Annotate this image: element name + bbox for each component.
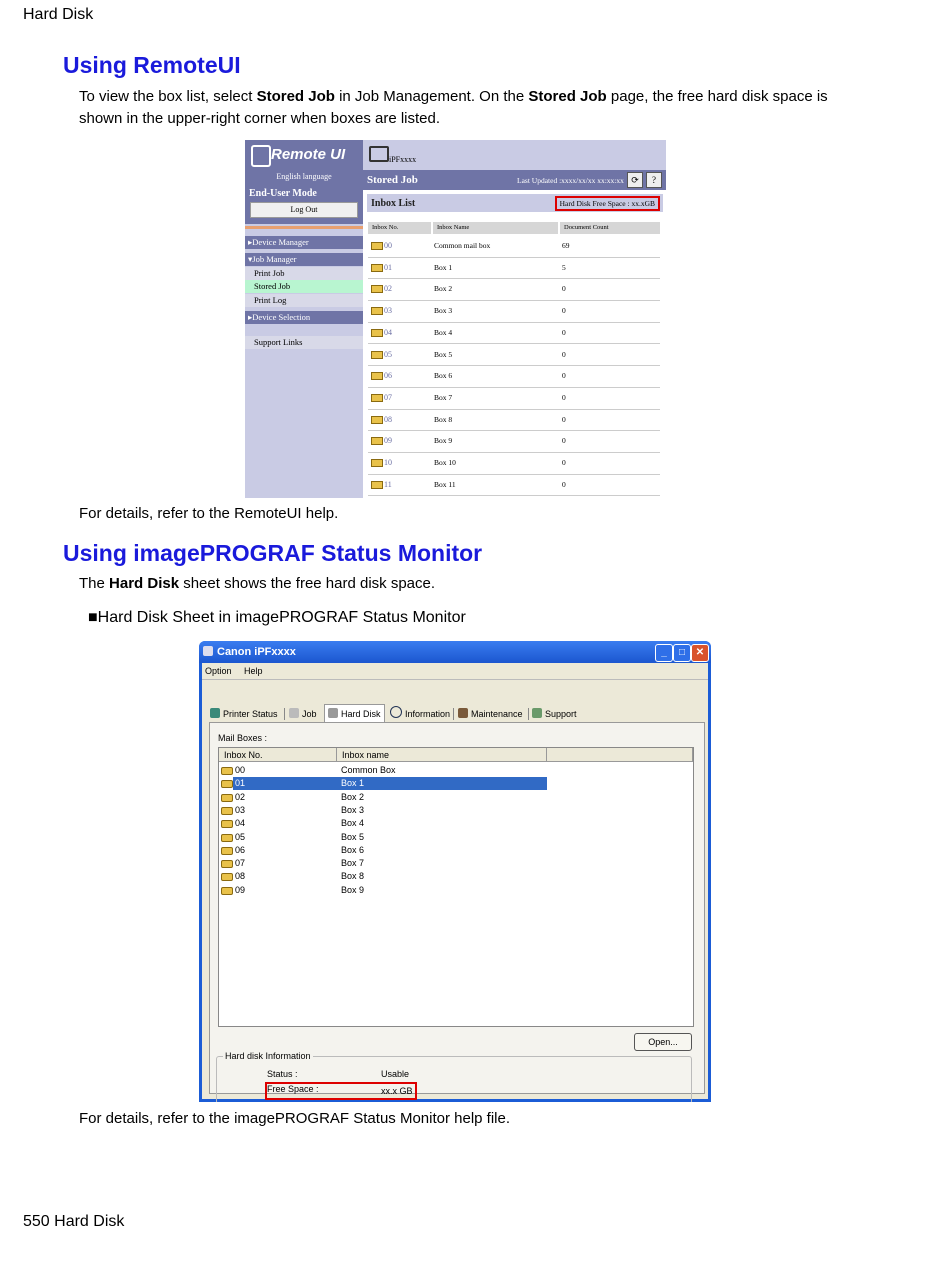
inbox-name: Box 11 xyxy=(434,479,456,489)
last-updated: Last Updated :xxxx/xx/xx xx:xx:xx xyxy=(517,176,624,185)
column-header-empty xyxy=(547,748,693,762)
mailbox-icon xyxy=(371,285,383,293)
tab-support[interactable]: Support xyxy=(532,706,577,722)
menu-bar xyxy=(205,666,273,676)
column-header: Inbox Name xyxy=(433,222,558,234)
document-count: 0 xyxy=(562,392,566,402)
mailbox-list[interactable] xyxy=(218,747,694,1027)
inbox-row[interactable] xyxy=(368,322,660,345)
selection-highlight xyxy=(233,777,547,790)
inbox-number: 06 xyxy=(235,844,246,855)
support-icon xyxy=(532,708,542,718)
section-title-status-monitor: Using imagePROGRAF Status Monitor xyxy=(63,540,483,566)
inbox-name: Box 6 xyxy=(341,844,365,855)
mailbox-icon xyxy=(371,437,383,445)
inbox-name: Box 9 xyxy=(341,884,365,895)
nav-device-selection[interactable]: ▸Device Selection xyxy=(245,311,363,324)
inbox-name: Box 5 xyxy=(434,349,453,359)
inbox-row[interactable] xyxy=(368,257,660,280)
language-link[interactable]: English language xyxy=(276,172,332,181)
document-count: 69 xyxy=(562,241,570,250)
refresh-icon[interactable]: ⟳ xyxy=(627,172,643,188)
tab-separator xyxy=(528,708,529,720)
remoteui-help-note: For details, refer to the RemoteUI help. xyxy=(79,505,339,522)
mailbox-list-item[interactable] xyxy=(219,777,693,790)
inbox-number[interactable]: 05 xyxy=(384,349,392,359)
inbox-row[interactable] xyxy=(368,300,660,323)
tab-information[interactable]: Information xyxy=(390,706,450,722)
running-header: Hard Disk xyxy=(23,6,94,23)
nav-stored-job[interactable]: Stored Job xyxy=(245,280,363,293)
inbox-number[interactable]: 00 xyxy=(384,241,392,250)
mailbox-list-item[interactable] xyxy=(219,857,693,870)
nav-job-manager[interactable]: ▾Job Manager xyxy=(245,253,363,266)
mailbox-list-item[interactable] xyxy=(219,870,693,883)
inbox-number: 02 xyxy=(235,791,246,802)
mailbox-list-item[interactable] xyxy=(219,804,693,817)
tab-separator xyxy=(284,708,285,720)
inbox-number: 04 xyxy=(235,818,246,829)
inbox-name: Common Box xyxy=(341,765,396,775)
inbox-number: 09 xyxy=(235,884,246,895)
inbox-name: Box 2 xyxy=(341,791,365,802)
inbox-name: Box 9 xyxy=(434,436,453,446)
inbox-name: Box 2 xyxy=(434,284,453,294)
mailbox-icon xyxy=(221,780,233,788)
inbox-number[interactable]: 10 xyxy=(384,458,392,467)
inbox-name: Box 6 xyxy=(434,371,453,381)
minimize-button[interactable]: _ xyxy=(655,644,673,662)
mailbox-icon xyxy=(371,394,383,402)
app-icon xyxy=(203,646,213,656)
inbox-row[interactable] xyxy=(368,365,660,388)
tab-separator xyxy=(453,708,454,720)
inbox-name: Box 3 xyxy=(341,804,365,815)
mailbox-icon xyxy=(221,847,233,855)
inbox-name: Box 7 xyxy=(434,392,453,402)
inbox-name: Common mail box xyxy=(434,241,491,250)
maintenance-icon xyxy=(458,708,468,718)
inbox-name: Box 3 xyxy=(434,306,453,316)
status-monitor-window xyxy=(199,641,711,1102)
free-space-highlight: Hard Disk Free Space : xx.xGB xyxy=(555,196,660,211)
menu-divider xyxy=(202,679,708,680)
help-icon[interactable]: ? xyxy=(646,172,662,188)
window-title-bar xyxy=(199,641,711,663)
tab-hard-disk[interactable]: Hard Disk xyxy=(324,704,385,723)
inbox-name: Box 8 xyxy=(434,414,453,424)
mailbox-icon xyxy=(221,887,233,895)
document-count: 0 xyxy=(562,479,566,489)
inbox-number[interactable]: 06 xyxy=(384,371,392,381)
info-icon xyxy=(390,706,402,718)
mailbox-icon xyxy=(371,372,383,380)
inbox-row[interactable] xyxy=(368,452,660,475)
mailbox-list-item[interactable] xyxy=(219,884,693,897)
mailbox-icon xyxy=(371,459,383,467)
inbox-number[interactable]: 01 xyxy=(384,262,392,272)
free-space-value: xx.x GB xyxy=(381,1086,413,1096)
window-body xyxy=(202,663,708,1099)
hard-disk-info-legend: Hard disk Information xyxy=(225,1051,311,1061)
printer-icon xyxy=(369,146,389,162)
inbox-number[interactable]: 11 xyxy=(384,479,392,489)
mailbox-icon xyxy=(221,860,233,868)
inbox-number: 00 xyxy=(235,765,246,775)
document-count: 0 xyxy=(562,349,566,359)
free-space-highlight xyxy=(265,1082,417,1100)
nav-device-manager[interactable]: ▸Device Manager xyxy=(245,236,363,249)
inbox-row[interactable] xyxy=(368,278,660,301)
inbox-number[interactable]: 02 xyxy=(384,284,392,294)
inbox-row[interactable] xyxy=(368,387,660,410)
mailbox-icon xyxy=(221,794,233,802)
mailbox-list-item[interactable] xyxy=(219,764,693,777)
inbox-number: 03 xyxy=(235,804,246,815)
inbox-name: Box 1 xyxy=(434,262,453,272)
inbox-number[interactable]: 03 xyxy=(384,306,392,316)
mailbox-icon xyxy=(221,767,233,775)
mailbox-icon xyxy=(221,834,233,842)
inbox-row[interactable] xyxy=(368,235,660,258)
document-count: 0 xyxy=(562,306,566,316)
nav-support-links[interactable]: Support Links xyxy=(245,336,363,349)
job-icon xyxy=(289,708,299,718)
hard-disk-info-group xyxy=(216,1051,692,1102)
inbox-row[interactable] xyxy=(368,344,660,367)
document-count: 0 xyxy=(562,458,566,467)
inbox-number[interactable]: 04 xyxy=(384,327,392,337)
menu-option[interactable]: Option xyxy=(205,666,232,676)
remoteui-screenshot xyxy=(245,140,666,498)
mailbox-icon xyxy=(371,329,383,337)
status-value: Usable xyxy=(381,1069,410,1079)
mailbox-icon xyxy=(371,307,383,315)
logout-button[interactable]: Log Out xyxy=(250,202,358,218)
inbox-list-header xyxy=(367,194,663,212)
nav-print-log[interactable]: Print Log xyxy=(245,294,363,307)
column-header-inbox-no[interactable]: Inbox No. xyxy=(219,748,337,762)
inbox-number: 07 xyxy=(235,858,246,869)
user-mode-area xyxy=(245,184,363,224)
document-count: 0 xyxy=(562,414,566,424)
menu-help[interactable]: Help xyxy=(244,666,263,676)
nav-print-job[interactable]: Print Job xyxy=(245,267,363,280)
user-mode-label: End-User Mode xyxy=(249,188,317,199)
mailbox-list-item[interactable] xyxy=(219,817,693,830)
mailbox-icon xyxy=(371,351,383,359)
mailbox-list-item[interactable] xyxy=(219,831,693,844)
printer-header xyxy=(363,140,666,170)
inbox-row[interactable] xyxy=(368,474,660,497)
open-button[interactable]: Open... xyxy=(634,1033,692,1051)
inbox-name: Box 4 xyxy=(341,818,365,829)
document-count: 0 xyxy=(562,284,566,294)
close-button[interactable]: ✕ xyxy=(691,644,709,662)
inbox-name: Box 8 xyxy=(341,871,365,882)
page-title-bar xyxy=(363,170,666,190)
inbox-number: 08 xyxy=(235,871,246,882)
inbox-name: Box 7 xyxy=(341,858,365,869)
tab-maintenance[interactable]: Maintenance xyxy=(458,706,523,722)
divider xyxy=(245,226,363,229)
mailbox-icon xyxy=(371,416,383,424)
section-title-remoteui: Using RemoteUI xyxy=(63,52,241,78)
window-title: Canon iPFxxxx xyxy=(217,646,296,658)
free-space-label: Free Space : xyxy=(267,1084,319,1094)
status-monitor-help-note: For details, refer to the imagePROGRAF Status Monitor help file. xyxy=(79,1110,511,1127)
inbox-number[interactable]: 07 xyxy=(384,392,392,402)
column-header-inbox-name[interactable]: Inbox name xyxy=(337,748,547,762)
document-count: 0 xyxy=(562,436,566,446)
mailbox-list-item[interactable] xyxy=(219,791,693,804)
page-footer: 550 Hard Disk xyxy=(23,1213,125,1230)
document-count: 0 xyxy=(562,371,566,381)
printer-status-icon xyxy=(210,708,220,718)
remoteui-logo-icon xyxy=(251,145,271,167)
mailbox-icon xyxy=(371,264,383,272)
maximize-button[interactable]: □ xyxy=(673,644,691,662)
remoteui-paragraph: To view the box list, select Stored Job in Job Management. On the Stored Job page, the free hard disk space is shown in the upper-right corner when boxes are listed. xyxy=(79,88,828,127)
mailbox-icon xyxy=(221,820,233,828)
inbox-name: Box 5 xyxy=(341,831,365,842)
mailbox-icon xyxy=(371,481,383,489)
mail-boxes-label: Mail Boxes : xyxy=(218,733,268,743)
inbox-row[interactable] xyxy=(368,430,660,453)
inbox-name: Box 4 xyxy=(434,327,453,337)
hard-disk-icon xyxy=(328,708,338,718)
mailbox-icon xyxy=(221,873,233,881)
mailbox-icon xyxy=(221,807,233,815)
inbox-name: Box 1 xyxy=(341,778,365,789)
status-label: Status : xyxy=(267,1069,298,1079)
inbox-number[interactable]: 09 xyxy=(384,436,392,446)
printer-name: iPFxxxx xyxy=(389,155,417,164)
document-count: 0 xyxy=(562,327,566,337)
inbox-name: Box 10 xyxy=(434,458,456,467)
inbox-row[interactable] xyxy=(368,409,660,432)
tab-job[interactable]: Job xyxy=(289,706,317,722)
figure-caption: ■Hard Disk Sheet in imagePROGRAF Status Monitor xyxy=(88,609,466,626)
column-header: Inbox No. xyxy=(368,222,431,234)
document-count: 5 xyxy=(562,262,566,272)
inbox-number[interactable]: 08 xyxy=(384,414,392,424)
tab-printer-status[interactable]: Printer Status xyxy=(210,706,278,722)
hard-disk-panel xyxy=(209,722,705,1094)
inbox-list-title: Inbox List xyxy=(371,198,416,209)
mailbox-list-item[interactable] xyxy=(219,844,693,857)
remoteui-logo: Remote UI xyxy=(271,146,346,163)
inbox-number: 05 xyxy=(235,831,246,842)
status-monitor-paragraph: The Hard Disk sheet shows the free hard disk space. xyxy=(79,575,436,592)
page-title: Stored Job xyxy=(367,174,418,186)
column-header: Document Count xyxy=(560,222,660,234)
inbox-number: 01 xyxy=(235,778,246,789)
mailbox-icon xyxy=(371,242,383,250)
